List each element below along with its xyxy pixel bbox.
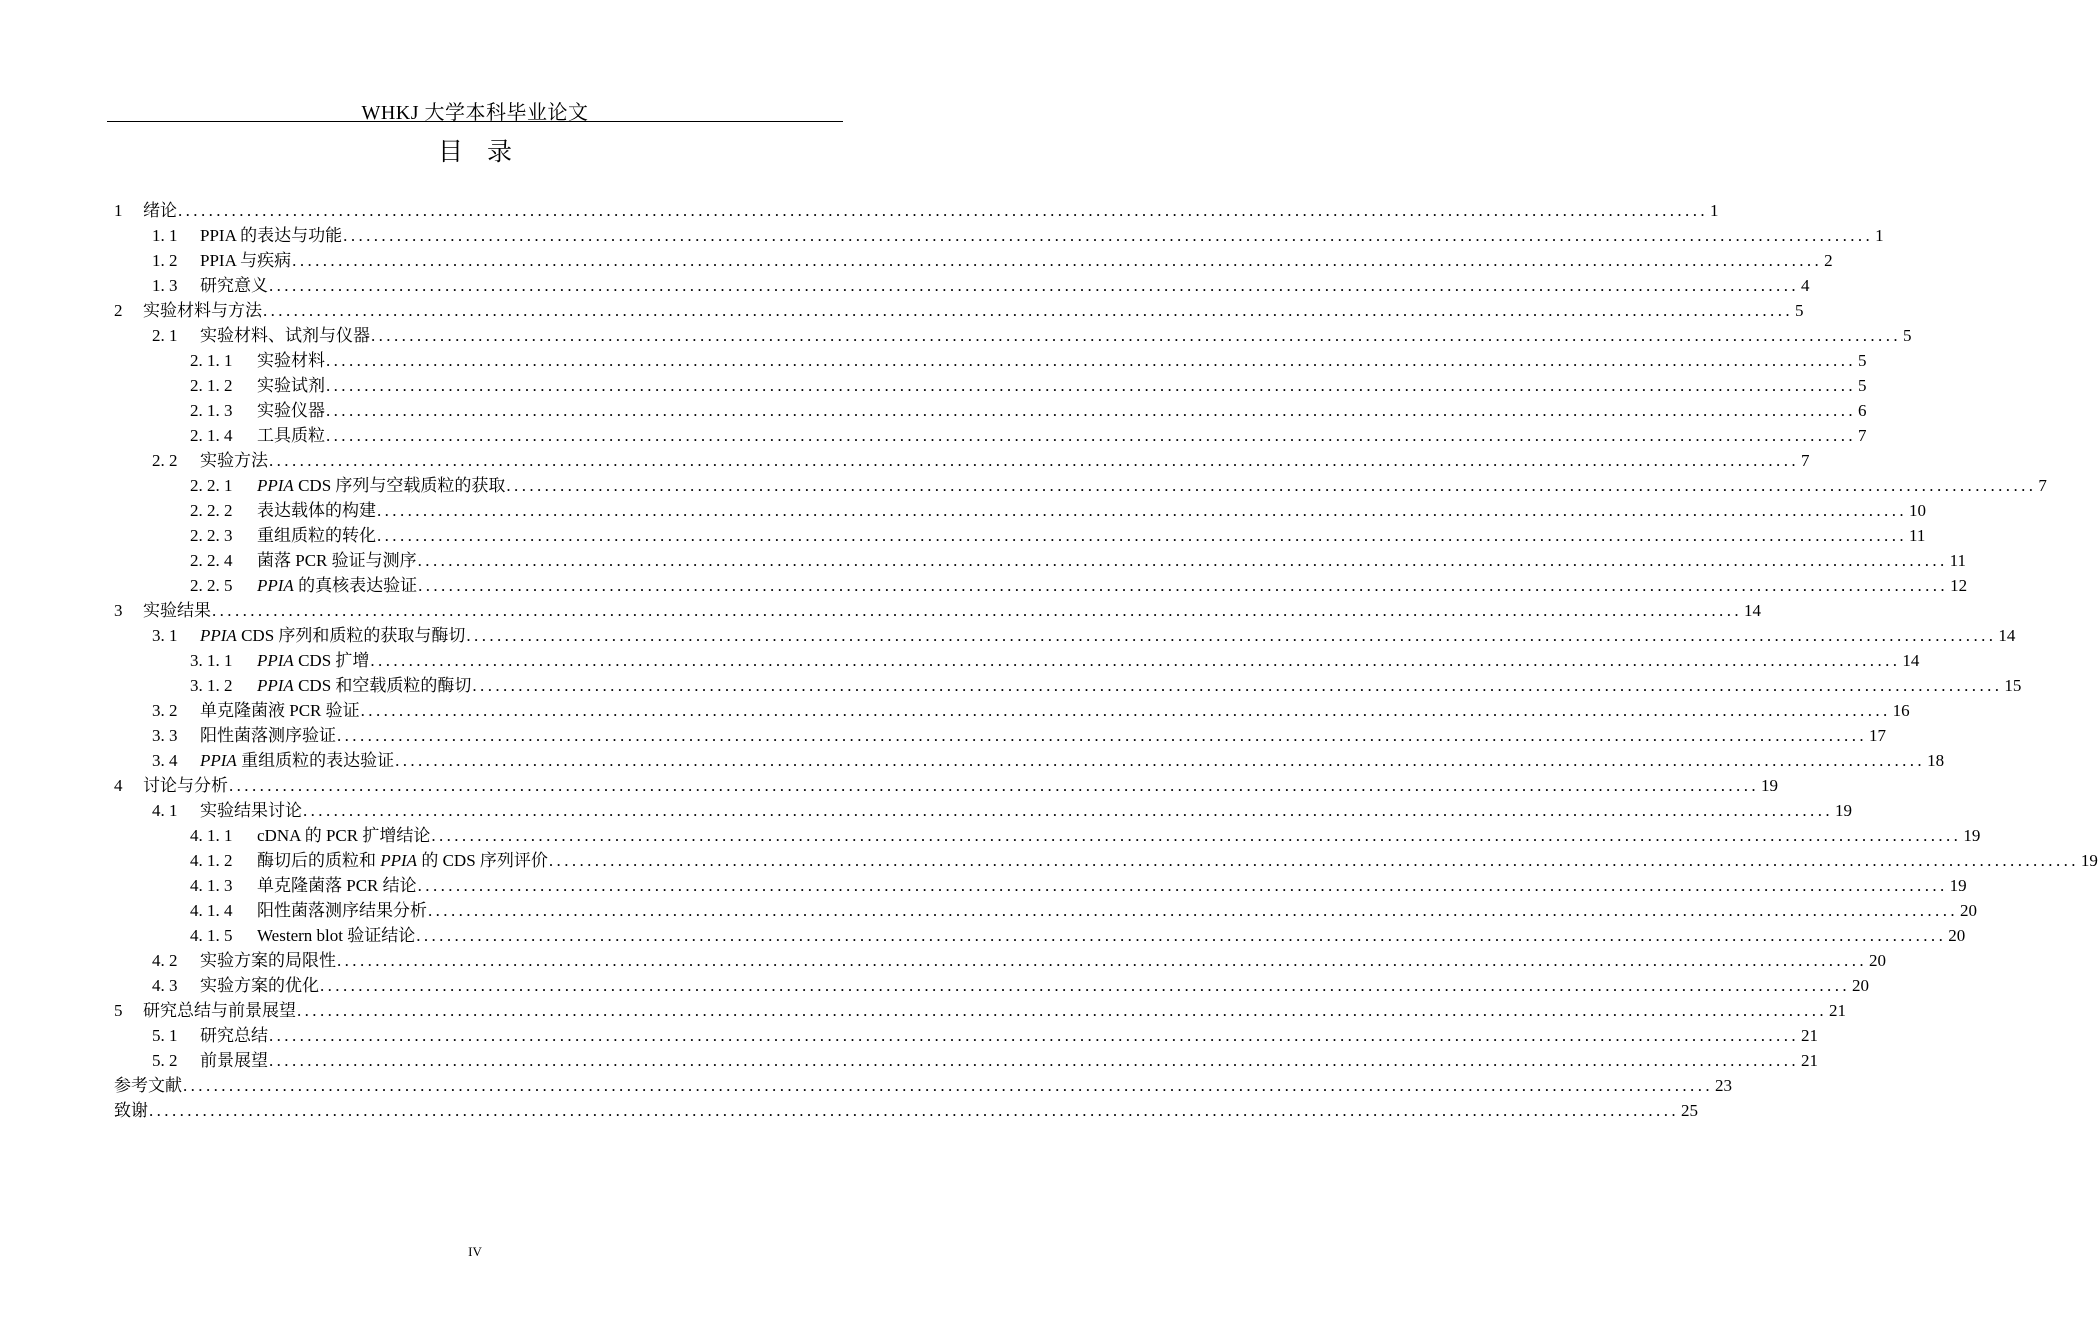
toc-entry-page: 21 [1829,1001,1846,1020]
toc-entry[interactable] [114,373,1867,398]
toc-entry-page: 19 [1949,876,1967,895]
toc-leader-dots: ........................................................................................................................................................................................................ [428,901,1958,920]
toc-entry-page: 18 [1927,751,1945,770]
toc-entry-page: 5 [1858,376,1867,395]
toc-leader-dots: ........................................................................................................................................................................................................ [416,926,1947,945]
toc-entry-title: 实验材料 [257,351,325,370]
toc-entry[interactable] [114,998,1846,1023]
toc-entry-page: 6 [1858,401,1867,420]
toc-entry-title: PPIA CDS 和空载质粒的酶切 [257,676,472,695]
toc-entry-page: 19 [1835,801,1852,820]
toc-entry-title: PPIA 与疾病 [200,251,292,270]
toc-entry[interactable] [114,523,1926,548]
toc-entry-number: 4. 2 [152,951,178,970]
toc-entry[interactable] [114,323,1912,348]
toc-title: 目录 [437,137,536,166]
toc-entry-title: 单克隆菌落 PCR 结论 [257,876,417,895]
toc-entry-title: 阳性菌落测序结果分析 [257,901,427,920]
toc-leader-dots: ........................................................................................................................................................................................................ [417,876,1948,895]
toc-entry-page: 7 [1801,451,1810,470]
toc-entry-page: 5 [1795,301,1804,320]
toc-entry-page: 21 [1801,1026,1818,1045]
toc-entry[interactable] [114,473,2047,498]
toc-entry-number: 2. 2 [152,451,178,470]
toc-entry-number: 4. 1 [152,801,178,820]
toc-entry[interactable] [114,1098,1698,1123]
toc-entry-number: 2 [114,301,123,320]
toc-entry-number: 2. 2. 1 [190,476,233,495]
toc-entry-number: 3. 2 [152,701,178,720]
toc-entry-page: 14 [1902,651,1920,670]
toc-entry-title: 酶切后的质粒和 PPIA 的 CDS 序列评价 [257,851,548,870]
toc-leader-dots: ........................................................................................................................................................................................................ [370,651,1901,670]
table-of-contents [114,198,2098,1123]
toc-entry-title: 实验仪器 [257,401,325,420]
toc-entry-number: 1. 2 [152,251,178,270]
toc-entry-title: 重组质粒的转化 [257,526,376,545]
toc-entry[interactable] [114,273,1810,298]
toc-entry-page: 1 [1875,226,1884,245]
toc-entry-number: 2. 1. 2 [190,376,233,395]
toc-entry-title: PPIA CDS 序列和质粒的获取与酶切 [200,626,466,645]
toc-leader-dots: ........................................................................................................................................................................................................ [326,351,1856,370]
toc-entry-title: 实验材料与方法 [143,301,262,320]
toc-entry-page: 14 [1998,626,2016,645]
toc-leader-dots: ........................................................................................................................................................................................................ [506,476,2037,495]
toc-entry[interactable] [114,573,1968,598]
toc-entry[interactable] [114,848,2098,873]
toc-entry-title: 实验方案的局限性 [200,951,336,970]
toc-entry[interactable] [114,198,1719,223]
toc-entry-number: 3. 4 [152,751,178,770]
toc-leader-dots: ........................................................................................................................................................................................................ [326,376,1856,395]
toc-leader-dots: ........................................................................................................................................................................................................ [377,501,1907,520]
toc-entry[interactable] [114,948,1886,973]
toc-entry-number: 5. 2 [152,1051,178,1070]
toc-entry-title: 研究总结与前景展望 [143,1001,296,1020]
toc-entry[interactable] [114,498,1926,523]
toc-entry-title: 前景展望 [200,1051,268,1070]
toc-entry-page: 15 [2004,676,2022,695]
toc-entry[interactable] [114,348,1867,373]
toc-entry-number: 1. 1 [152,226,178,245]
toc-entry-page: 19 [1761,776,1778,795]
toc-entry[interactable] [114,548,1967,573]
toc-leader-dots: ........................................................................................................................................................................................................ [326,401,1856,420]
toc-leader-dots: ........................................................................................................................................................................................................ [292,251,1823,270]
running-header-title: WHKJ 大学本科毕业论文 [361,102,589,124]
toc-entry-page: 19 [1963,826,1981,845]
toc-leader-dots: ........................................................................................................................................................................................................ [269,1026,1799,1045]
toc-entry-number: 3 [114,601,123,620]
toc-entry-page: 17 [1869,726,1886,745]
toc-leader-dots: ........................................................................................................................................................................................................ [548,851,2079,870]
toc-entry-number: 2. 2. 3 [190,526,233,545]
toc-entry-number: 2. 1. 1 [190,351,233,370]
toc-entry[interactable] [114,598,1761,623]
toc-entry-number: 4. 3 [152,976,178,995]
toc-entry[interactable] [114,973,1869,998]
toc-leader-dots: ........................................................................................................................................................................................................ [337,951,1867,970]
toc-entry-number: 3. 3 [152,726,178,745]
toc-leader-dots: ........................................................................................................................................................................................................ [269,1051,1799,1070]
toc-leader-dots: ........................................................................................................................................................................................................ [418,576,1949,595]
toc-leader-dots: ........................................................................................................................................................................................................ [183,1076,1713,1095]
toc-entry[interactable] [114,723,1886,748]
toc-entry-title: 绪论 [143,201,177,220]
toc-entry-title: 实验结果 [143,601,211,620]
toc-entry-number: 1. 3 [152,276,178,295]
toc-leader-dots: ........................................................................................................................................................................................................ [269,276,1799,295]
toc-leader-dots: ........................................................................................................................................................................................................ [212,601,1742,620]
toc-entry-page: 10 [1909,501,1926,520]
toc-entry[interactable] [114,223,1884,248]
toc-entry-page: 7 [1858,426,1867,445]
toc-entry-number: 4 [114,776,123,795]
toc-entry[interactable] [114,873,1967,898]
header-rule [107,121,843,122]
toc-entry[interactable] [114,648,1920,673]
toc-entry-title: 实验方法 [200,451,268,470]
toc-entry-title: 研究意义 [200,276,268,295]
toc-entry-title: 工具质粒 [257,426,325,445]
toc-entry[interactable] [114,298,1804,323]
toc-leader-dots: ........................................................................................................................................................................................................ [297,1001,1827,1020]
toc-leader-dots: ........................................................................................................................................................................................................ [326,426,1856,445]
toc-entry-page: 5 [1858,351,1867,370]
toc-leader-dots: ........................................................................................................................................................................................................ [149,1101,1679,1120]
toc-entry-number: 4. 1. 4 [190,901,233,920]
toc-leader-dots: ........................................................................................................................................................................................................ [178,201,1708,220]
toc-entry[interactable] [114,1073,1732,1098]
toc-leader-dots: ........................................................................................................................................................................................................ [472,676,2003,695]
toc-entry-title: 阳性菌落测序验证 [200,726,336,745]
toc-leader-dots: ........................................................................................................................................................................................................ [343,226,1874,245]
toc-entry-title: 致谢 [114,1101,148,1120]
toc-entry[interactable] [114,748,1945,773]
toc-entry-title: 参考文献 [114,1076,182,1095]
toc-entry-title: cDNA 的 PCR 扩增结论 [257,826,431,845]
toc-entry-page: 20 [1852,976,1869,995]
toc-entry-number: 2. 1. 4 [190,426,233,445]
toc-entry-page: 2 [1824,251,1833,270]
toc-entry[interactable] [114,448,1810,473]
toc-entry-page: 5 [1903,326,1912,345]
toc-leader-dots: ........................................................................................................................................................................................................ [377,526,1907,545]
page-number: IV [468,1244,482,1259]
toc-leader-dots: ........................................................................................................................................................................................................ [395,751,1926,770]
toc-entry-number: 5. 1 [152,1026,178,1045]
toc-leader-dots: ........................................................................................................................................................................................................ [320,976,1850,995]
toc-entry-number: 3. 1. 1 [190,651,233,670]
toc-entry-page: 1 [1710,201,1719,220]
toc-entry[interactable] [114,1048,1818,1073]
toc-entry[interactable] [114,1023,1818,1048]
toc-leader-dots: ........................................................................................................................................................................................................ [303,801,1833,820]
toc-entry-title: 研究总结 [200,1026,268,1045]
toc-entry-page: 20 [1960,901,1977,920]
toc-leader-dots: ........................................................................................................................................................................................................ [431,826,1962,845]
toc-entry-page: 20 [1948,926,1966,945]
toc-entry-page: 20 [1869,951,1886,970]
toc-leader-dots: ........................................................................................................................................................................................................ [466,626,1997,645]
toc-entry-title: 实验结果讨论 [200,801,302,820]
toc-entry-page: 25 [1681,1101,1698,1120]
toc-entry[interactable] [114,673,2022,698]
toc-entry-page: 14 [1744,601,1761,620]
toc-entry-title: Western blot 验证结论 [257,926,416,945]
toc-entry-title: 实验材料、试剂与仪器 [200,326,370,345]
toc-entry-number: 2. 2. 2 [190,501,233,520]
toc-entry-title: PPIA 的真核表达验证 [257,576,418,595]
toc-leader-dots: ........................................................................................................................................................................................................ [360,701,1891,720]
toc-entry-page: 4 [1801,276,1810,295]
toc-entry-number: 1 [114,201,123,220]
toc-entry[interactable] [114,823,1981,848]
toc-entry[interactable] [114,898,1977,923]
toc-entry-number: 5 [114,1001,123,1020]
toc-entry-page: 12 [1950,576,1968,595]
toc-entry[interactable] [114,923,1966,948]
toc-entry[interactable] [114,248,1833,273]
toc-entry-number: 2. 1 [152,326,178,345]
toc-leader-dots: ........................................................................................................................................................................................................ [337,726,1867,745]
toc-entry-title: PPIA CDS 序列与空载质粒的获取 [257,476,506,495]
toc-leader-dots: ........................................................................................................................................................................................................ [371,326,1901,345]
toc-leader-dots: ........................................................................................................................................................................................................ [229,776,1759,795]
toc-leader-dots: ........................................................................................................................................................................................................ [263,301,1793,320]
toc-entry-number: 3. 1. 2 [190,676,233,695]
toc-entry-title: 单克隆菌液 PCR 验证 [200,701,360,720]
toc-entry-page: 16 [1892,701,1910,720]
toc-entry-number: 4. 1. 2 [190,851,233,870]
toc-entry-title: 表达载体的构建 [257,501,376,520]
toc-entry-page: 11 [1909,526,1926,545]
toc-entry-page: 11 [1949,551,1967,570]
toc-entry-page: 19 [2080,851,2098,870]
toc-entry[interactable] [114,398,1867,423]
toc-entry-number: 4. 1. 5 [190,926,233,945]
toc-leader-dots: ........................................................................................................................................................................................................ [269,451,1799,470]
toc-entry-title: 实验试剂 [257,376,325,395]
toc-entry-number: 4. 1. 1 [190,826,233,845]
toc-entry-page: 7 [2038,476,2047,495]
toc-entry-title: 菌落 PCR 验证与测序 [257,551,417,570]
toc-entry-title: 实验方案的优化 [200,976,319,995]
toc-entry-title: 讨论与分析 [143,776,228,795]
toc-entry-number: 2. 1. 3 [190,401,233,420]
toc-entry[interactable] [114,773,1778,798]
toc-entry-title: PPIA CDS 扩增 [257,651,370,670]
toc-entry-number: 2. 2. 4 [190,551,233,570]
toc-entry-title: PPIA 重组质粒的表达验证 [200,751,395,770]
toc-entry[interactable] [114,798,1852,823]
toc-entry[interactable] [114,623,2016,648]
toc-leader-dots: ........................................................................................................................................................................................................ [417,551,1948,570]
toc-entry-title: PPIA 的表达与功能 [200,226,343,245]
toc-entry-page: 23 [1715,1076,1732,1095]
toc-entry-page: 21 [1801,1051,1818,1070]
toc-entry[interactable] [114,423,1867,448]
toc-entry[interactable] [114,698,1910,723]
toc-entry-number: 2. 2. 5 [190,576,233,595]
toc-entry-number: 3. 1 [152,626,178,645]
toc-entry-number: 4. 1. 3 [190,876,233,895]
